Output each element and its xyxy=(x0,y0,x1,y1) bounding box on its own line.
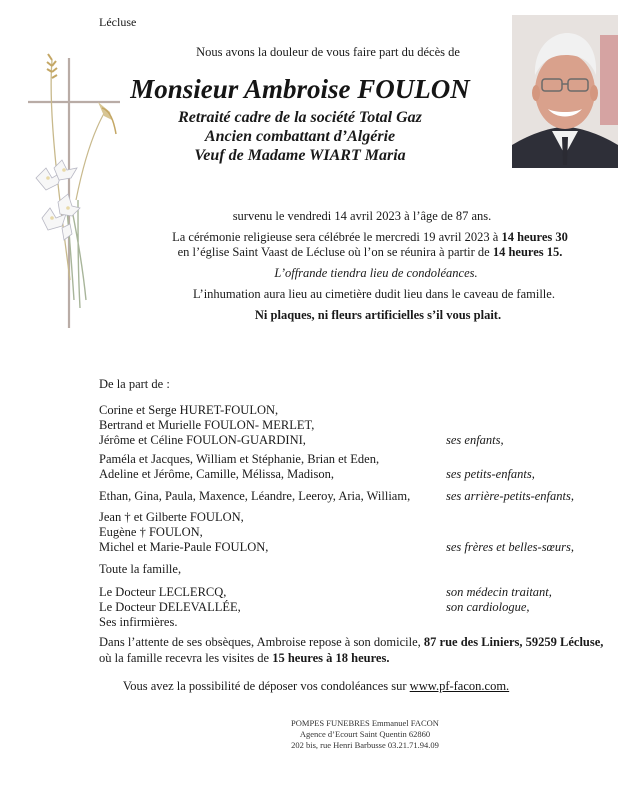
list-item: Jean † et Gilberte FOULON, xyxy=(99,510,244,524)
list-item: Corine et Serge HURET-FOULON, xyxy=(99,403,279,417)
children-list xyxy=(99,403,314,448)
deceased-occupation: Retraité cadre de la société Total Gaz xyxy=(178,109,422,126)
list-item: Adeline et Jérôme, Camille, Mélissa, Madison, xyxy=(99,467,335,481)
list-item: Le Docteur LECLERCQ, xyxy=(99,585,227,599)
funeral-home-address: 202 bis, rue Henri Barbusse 03.21.71.94.09 xyxy=(291,740,439,750)
grandchildren-list xyxy=(99,452,379,482)
offering-line: L’offrande tiendra lieu de condoléances. xyxy=(274,266,478,280)
visits-line-1: Dans l’attente de ses obsèques, Ambroise repose à son domicile, 87 rue des Liniers, 59259 Lécluse, xyxy=(99,635,604,649)
ceremony-line: La cérémonie religieuse sera célébrée le mercredi 19 avril 2023 à 14 heures 30 xyxy=(172,230,568,244)
family-intro: De la part de : xyxy=(99,377,170,391)
grandchildren-label: ses petits-enfants, xyxy=(446,467,535,481)
list-item: Eugène † FOULON, xyxy=(99,525,203,539)
deceased-veteran: Ancien combattant d’Algérie xyxy=(204,128,396,145)
great-grandchildren-list: Ethan, Gina, Paula, Maxence, Léandre, Leeroy, Aria, William, xyxy=(99,489,411,503)
intro-text: Nous avons la douleur de vous faire part du décès de xyxy=(196,45,460,59)
doctors-list xyxy=(99,585,241,630)
town-name: Lécluse xyxy=(99,15,137,29)
condolences-website-link[interactable]: www.pf-facon.com. xyxy=(409,679,510,693)
siblings-list xyxy=(99,510,268,555)
deceased-widower: Veuf de Madame WIART Maria xyxy=(194,147,406,164)
no-flowers-line: Ni plaques, ni fleurs artificielles s’il vous plait. xyxy=(254,308,502,322)
children-label: ses enfants, xyxy=(446,433,504,447)
list-item: Paméla et Jacques, William et Stéphanie, Brian et Eden, xyxy=(99,452,380,466)
doctor1-label: son médecin traitant, xyxy=(446,585,552,599)
condolences-line: Vous avez la possibilité de déposer vos condoléances sur www.pf-facon.com. xyxy=(122,679,510,693)
list-item: Le Docteur DELEVALLÉE, xyxy=(99,600,241,614)
list-item: Jérôme et Céline FOULON-GUARDINI, xyxy=(99,433,306,447)
deceased-name: Monsieur Ambroise FOULON xyxy=(130,74,470,104)
list-item: Michel et Marie-Paule FOULON, xyxy=(99,540,269,554)
funeral-home-name: POMPES FUNEBRES Emmanuel FACON xyxy=(291,718,439,728)
church-line: en l’église Saint Vaast de Lécluse où l’on se réunira à partir de 14 heures 15. xyxy=(177,245,563,259)
funeral-home-agency: Agence d’Ecourt Saint Quentin 62860 xyxy=(299,729,431,739)
siblings-label: ses frères et belles-sœurs, xyxy=(446,540,574,554)
death-notice: survenu le vendredi 14 avril 2023 à l’âge de 87 ans. xyxy=(232,209,492,223)
list-item: Ses infirmières. xyxy=(99,615,178,629)
burial-line: L’inhumation aura lieu au cimetière dudit lieu dans le caveau de famille. xyxy=(193,287,555,301)
visits-line-2: où la famille recevra les visites de 15 heures à 18 heures. xyxy=(99,651,390,665)
list-item: Bertrand et Murielle FOULON- MERLET, xyxy=(99,418,315,432)
doctor2-label: son cardiologue, xyxy=(446,600,530,614)
all-family: Toute la famille, xyxy=(99,562,182,576)
great-grandchildren-label: ses arrière-petits-enfants, xyxy=(446,489,574,503)
